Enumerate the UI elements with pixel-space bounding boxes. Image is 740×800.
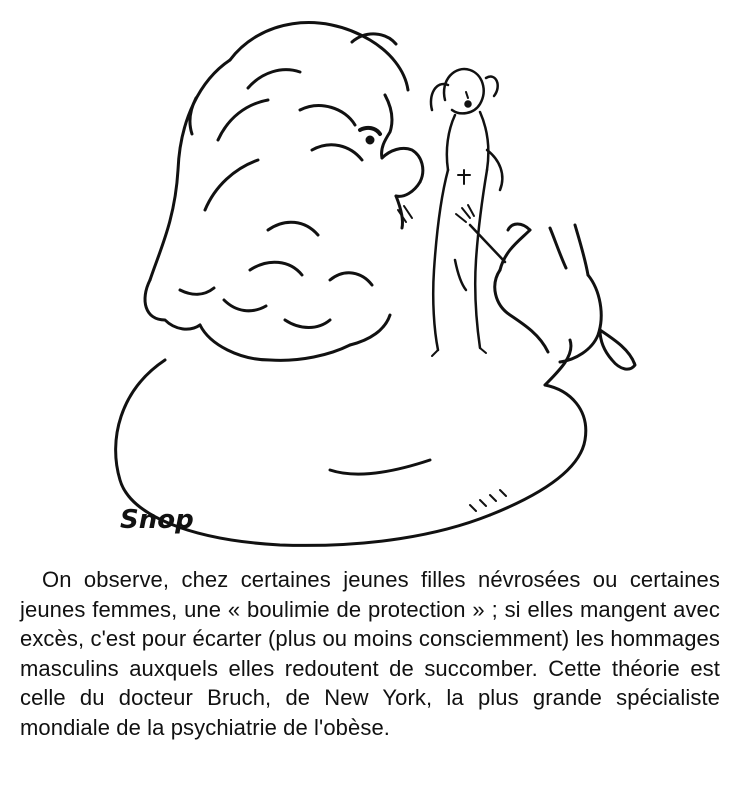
woman-face [360, 95, 423, 228]
caption-text: On observe, chez certaines jeunes filles névrosées ou certaines jeunes femmes, une « boulimie de protection » ; si elles mangent avec excès, c'est pour écarter (plus ou moins consciemment) les hommages masculins auxquels elles redoutent de succomber. Cette théorie est celle du docteur Bruch, de New York, la plus grande spécialiste mondiale de la psychiatrie de l'obèse. [20, 567, 720, 740]
caption-paragraph [20, 565, 720, 742]
cartoon-signature: Snop [120, 505, 194, 535]
woman-hair [145, 23, 408, 361]
woman-hand [456, 205, 635, 369]
